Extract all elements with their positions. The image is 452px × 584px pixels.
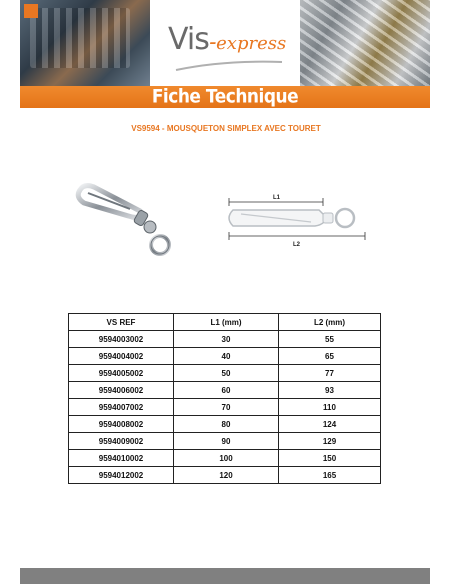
column-header-l1: L1 (mm): [174, 314, 279, 331]
footer-bar: [20, 568, 430, 584]
cell-l2: 77: [279, 365, 381, 382]
cell-l2: 93: [279, 382, 381, 399]
table-header-row: [69, 314, 381, 331]
table-row: [69, 382, 381, 399]
table-row: [69, 416, 381, 433]
cell-ref: 9594009002: [69, 433, 174, 450]
cell-ref: 9594010002: [69, 450, 174, 467]
dimension-l2-label: L2: [293, 242, 301, 248]
table-row: [69, 433, 381, 450]
table-row: [69, 365, 381, 382]
logo-dash: -: [208, 29, 217, 54]
cell-l1: 80: [174, 416, 279, 433]
cell-l1: 30: [174, 331, 279, 348]
cell-ref: 9594007002: [69, 399, 174, 416]
brand-logo: [168, 22, 298, 72]
cell-l1: 90: [174, 433, 279, 450]
logo-swoosh-icon: [174, 58, 284, 72]
spec-table: [68, 313, 381, 484]
dimension-l1-label: L1: [273, 195, 281, 201]
cell-ref: 9594012002: [69, 467, 174, 484]
cell-l1: 70: [174, 399, 279, 416]
cell-l2: 124: [279, 416, 381, 433]
cell-l2: 65: [279, 348, 381, 365]
cell-ref: 9594008002: [69, 416, 174, 433]
header-banner: [20, 0, 430, 86]
logo-main-text: Vis: [168, 22, 209, 57]
table-row: [69, 399, 381, 416]
cell-l2: 110: [279, 399, 381, 416]
cell-ref: 9594005002: [69, 365, 174, 382]
cell-l2: 129: [279, 433, 381, 450]
cell-l2: 55: [279, 331, 381, 348]
table-row: [69, 467, 381, 484]
logo-sub-text: express: [216, 33, 287, 54]
tools-photo: [20, 0, 150, 86]
page-title: Fiche Technique: [151, 86, 299, 108]
cell-ref: 9594003002: [69, 331, 174, 348]
table-row: [69, 331, 381, 348]
column-header-ref: VS REF: [69, 314, 174, 331]
table-row: [69, 450, 381, 467]
column-header-l2: L2 (mm): [279, 314, 381, 331]
page-title-bar: [20, 86, 430, 108]
cell-l1: 120: [174, 467, 279, 484]
dimension-drawing: [215, 188, 375, 252]
cell-l2: 165: [279, 467, 381, 484]
cell-l1: 40: [174, 348, 279, 365]
cell-l1: 60: [174, 382, 279, 399]
table-row: [69, 348, 381, 365]
cell-l1: 50: [174, 365, 279, 382]
cell-ref: 9594006002: [69, 382, 174, 399]
screws-photo: [300, 0, 430, 86]
cell-l2: 150: [279, 450, 381, 467]
carabiner-photo: [70, 175, 200, 265]
cell-ref: 9594004002: [69, 348, 174, 365]
product-title: VS9594 - MOUSQUETON SIMPLEX AVEC TOURET: [131, 124, 321, 133]
cell-l1: 100: [174, 450, 279, 467]
